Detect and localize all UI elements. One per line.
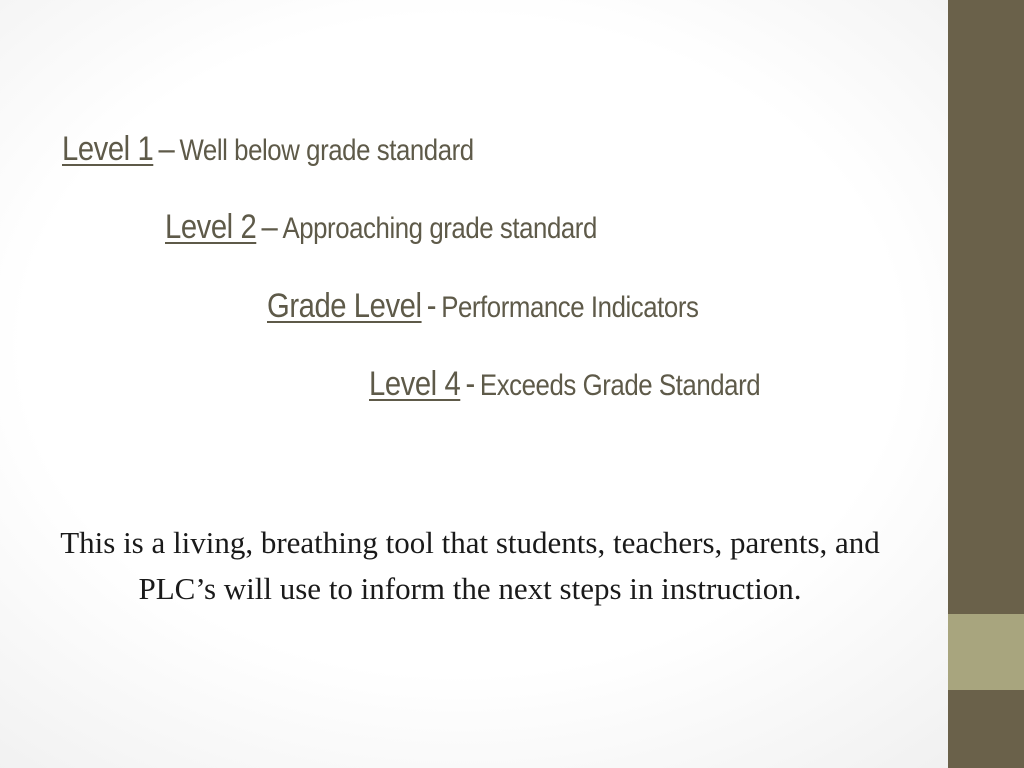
level-2-name: Level 2 — [165, 208, 257, 246]
level-1-name: Level 1 — [62, 130, 154, 168]
decorative-sidebar — [948, 0, 1024, 768]
level-1-separator: – — [158, 130, 175, 168]
decorative-sidebar-accent — [948, 614, 1024, 690]
grade-level-description: Performance Indicators — [441, 291, 699, 324]
level-4-name: Level 4 — [369, 365, 461, 403]
level-4-line — [369, 365, 824, 404]
grade-level-line — [267, 287, 769, 326]
slide-note: This is a living, breathing tool that students, teachers, parents, and PLC’s will use to inform the next steps in instruction. — [60, 525, 880, 606]
level-2-separator: – — [261, 208, 278, 246]
level-4-description: Exceeds Grade Standard — [479, 369, 761, 402]
level-2-description: Approaching grade standard — [282, 212, 597, 245]
level-2-line — [165, 208, 667, 247]
level-1-line — [62, 130, 541, 169]
level-1-description: Well below grade standard — [179, 134, 474, 167]
level-4-separator: - — [465, 365, 475, 403]
grade-level-name: Grade Level — [267, 287, 422, 325]
grade-level-separator: - — [426, 287, 437, 325]
